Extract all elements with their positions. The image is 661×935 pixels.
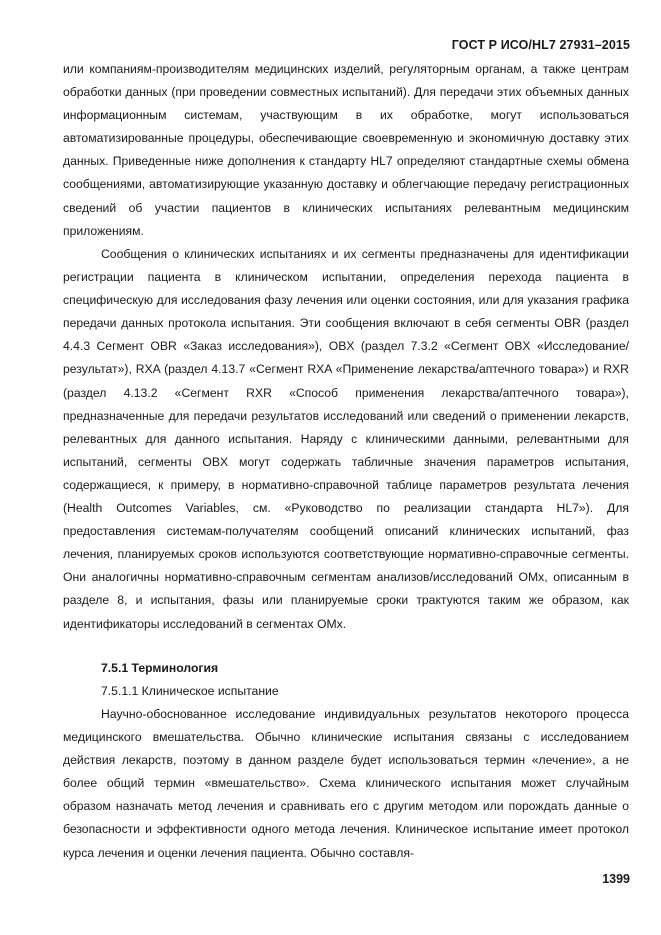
paragraph-2: Сообщения о клинических испытаниях и их сегменты предназначены для идентификации регистрации пациента в клиническом испытании, определения перехода пациента в специфическую для исследования фазу лечения или оценки состояния, или для указания графика передачи данных протокола испытания. Эти сообщения включают в себя сегменты OBR (раздел 4.4.3 Сегмент OBR «Заказ исследования»), OBX (раздел 7.3.2 «Сегмент OBX «Исследование/результат»), RXA (раздел 4.13.7 «Сегмент RXA «Применение лекарства/аптечного товара») и RXR (раздел 4.13.2 «Сегмент RXR «Способ применения лекарства/аптечного товара»), предназначенные для передачи результатов исследований или сведений о применении лекарств, релевантных для данного испытания. Наряду с клиническими данными, релевантными для испытаний, сегменты OBX могут содержать табличные значения параметров испытания, содержащиеся, к примеру, в нормативно-справочной таблице параметров результата лечения (Health Outcomes Variables, см. «Руководство по реализации стандарта HL7»). Для предоставления системам-получателям сообщений описаний клинических испытаний, фаз лечения, планируемых сроков используются соответствующие нормативно-справочные сегменты. Они аналогичны нормативно-справочным сегментам анализов/исследований OMx, описанным в разделе 8, и испытания, фазы или планируемые сроки трактуются таким же образом, как идентификаторы исследований в сегментах OMx. [63, 247, 629, 631]
paragraph-definition [63, 703, 629, 865]
section-heading-block [63, 657, 629, 680]
paragraph-messages [63, 243, 629, 636]
paragraph-1: или компаниям-производителям медицинских изделий, регуляторным органам, а также центрам обработки данных (при проведении совместных испытаний). Для передачи этих объемных данных информационным системам, участвующим в их обработке, могут использоваться автоматизированные процедуры, обеспечивающие своевременную и экономичную доставку этих данных. Приведенные ниже дополнения к стандарту HL7 определяют стандартные схемы обмена сообщениями, автоматизирующие указанную доставку и облегчающие передачу регистрационных сведений об участии пациентов в клинических испытаниях релевантным медицинским приложениям. [63, 62, 629, 238]
document-header: ГОСТ Р ИСО/HL7 27931–2015 [451, 38, 630, 52]
paragraph-3: Научно-обоснованное исследование индивидуальных результатов некоторого процесса медицинского вмешательства. Обычно клинические испытания связаны с исследованием действия лекарств, поэтому в данном разделе будет использоваться термин «лечение», а не более общий термин «вмешательство». Схема клинического испытания может случайным образом назначать метод лечения и сравнивать его с другим методом или порождать данные о безопасности и эффективности одного метода лечения. Клиническое испытание имеет протокол курса лечения и оценки лечения пациента. Обычно составля- [63, 707, 629, 860]
section-heading-terminology: 7.5.1 Терминология [101, 661, 219, 675]
page-number: 1399 [602, 872, 630, 886]
subsection-heading-block [63, 680, 629, 703]
paragraph-continuation [63, 58, 629, 243]
subsection-heading-clinical-trial: 7.5.1.1 Клиническое испытание [101, 684, 279, 698]
